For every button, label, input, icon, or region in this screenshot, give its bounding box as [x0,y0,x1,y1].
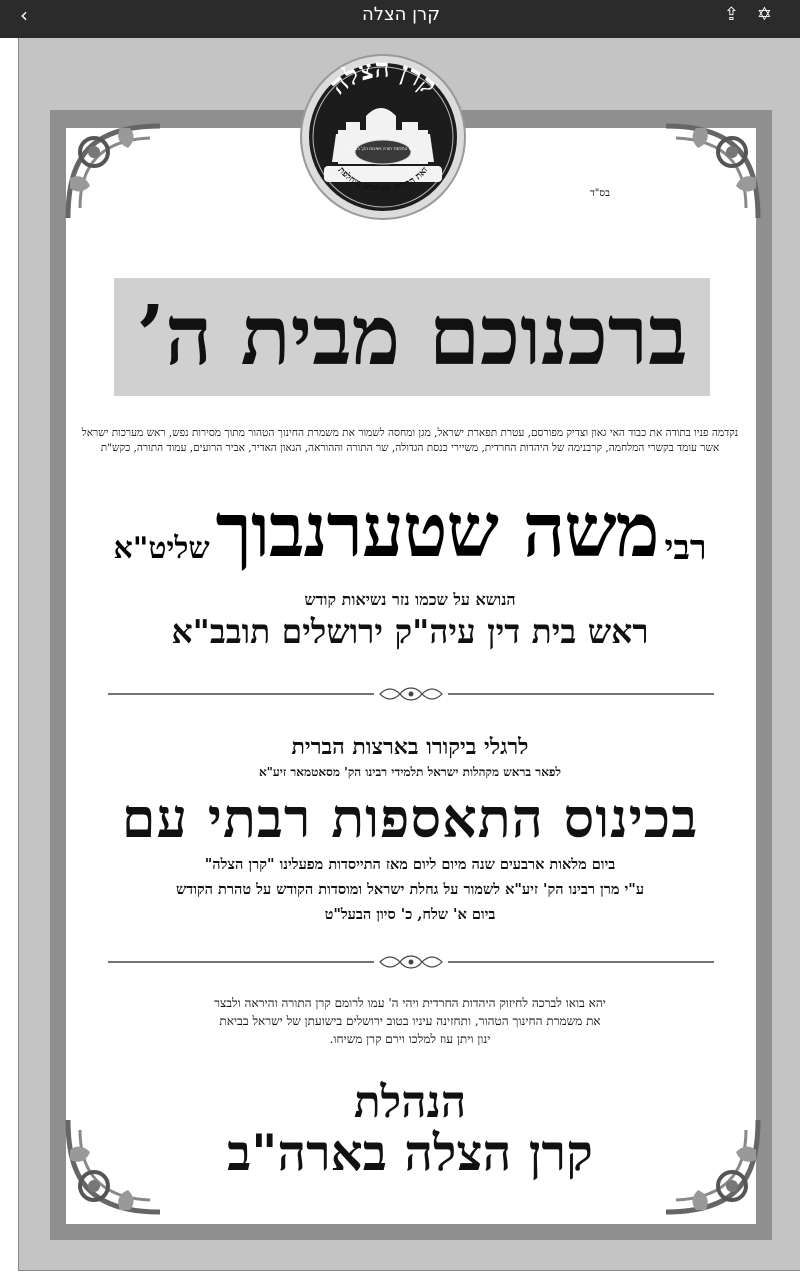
star-of-david-icon[interactable]: ✡ [756,4,790,25]
rabbi-name-row [80,486,740,576]
closing-paragraph [80,994,740,1048]
topbar-icons [724,4,790,25]
logo-bottom-text: זאת התורה לא תהא מוחלפת [335,165,431,195]
subtitle-line-1: הנושא על שכמו נזר נשיאות קודש [304,590,516,609]
section-line-5: ע"י מרן רבינו הק' זיע"א לשמור על גחלת ישראל ומוסדות הקודש על טהרת הקודש [175,881,645,898]
section-line-6: ביום א' שלח, כ' סיון הבעל"ט [324,906,496,923]
corner-ornament-top-right [656,118,766,228]
section-line-1: לרגלי ביקורו בארצות הברית [291,734,529,760]
logo-center-text: לקיום התלמוד תורה וישיבות הק' בעה"ק [347,146,419,151]
closing-line-2: את משמרת החינוך הטהור, ותחזינה עיניו בטוב ירושלים בישועתן של ישראל בביאת [219,1014,601,1028]
keren-hatzolah-logo [298,52,468,222]
closing-line-3: ינון ויתן עוז למלכו וירם קרן משיחו. [329,1032,491,1046]
rabbi-title: רבי [664,528,707,568]
headline: ברכנוכם מבית ה’ [136,288,688,384]
section-details [80,852,740,927]
section-headline: בכינוס התאספות רבתי עם [121,786,699,850]
bsd-mark: בס"ד [590,188,610,199]
app-title: קרן הצלה [362,4,440,25]
signature-line-1: הנהלת [353,1077,467,1128]
section-line-4: ביום מלאות ארבעים שנה מיום ליום מאז התייסדות מפעלינו "קרן הצלה" [204,856,616,873]
ornamental-divider-2 [108,952,714,972]
section-line-2: לפאר בראש מקהלות ישראל תלמידי רבינו הק' מסאטמאר זיע"א [258,765,562,779]
closing-line-1: יהא בואו לברכה לחיזוק היהדות החרדית ויהי ה' עמו לרומם קרן התורה והיראה ולבצר [214,996,606,1010]
top-bar [0,0,800,38]
back-icon[interactable]: ‹ [20,3,28,27]
subtitle-line-2: ראש בית דין עיה"ק ירושלים תובב"א [171,612,649,651]
signature-line-2: קרן הצלה בארה"ב [227,1123,593,1182]
ornamental-divider [108,684,714,704]
intro-paragraph: נקדמה פניו בתודה את כבוד האי גאון וצדיק מפורסם, עטרת תפארת ישראל, מגן ומחסה לשמור את משמרת החינוך הטהור מתוך מסירות נפש, ראש מערכות ישראל אשר עומד בקשרי המלחמה, קרבנימה של היהדות החרדית, משיירי כנסת הגדולה, שר התורה וההוראה, הגאון האדיר, אביר הרועים, עמוד התורה, כקש"ת [81,427,739,454]
rabbi-name: משה שטערנבוך [215,488,659,574]
logo-top-text: קרן הצלה [324,53,442,102]
rabbi-suffix: שליט"א [113,531,210,566]
corner-ornament-top-left [60,118,170,228]
share-icon[interactable]: ⇪ [723,4,757,25]
